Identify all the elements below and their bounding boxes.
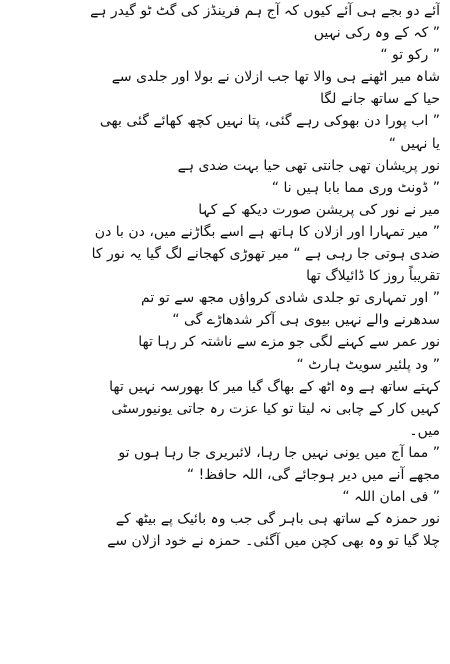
text-line: ” کہ کے وہ رکی نہیں — [313, 25, 440, 42]
text-line: چلا گیا تو وہ بھی کچن میں آگئی۔ حمزہ نے خود ازلان سے — [107, 533, 440, 550]
text-line: ” اور تمہاری تو جلدی شادی کرواؤں مجھ سے تو تم — [141, 290, 440, 307]
text-line: نور عمر سے کہنے لگی جو مزے سے ناشتہ کر رہا تھا — [138, 334, 440, 351]
text-line: تقریباً روز کا ڈائیلاگ تھا — [306, 268, 440, 285]
text-line: ” فی امان اللہ “ — [342, 489, 440, 506]
text-line: ” رکو تو “ — [380, 47, 440, 64]
text-line: ” ود پلئیر سویٹ ہارٹ “ — [296, 356, 440, 373]
text-line: مجھے آنے میں دیر ہوجائے گی، اللہ حافظ! “ — [186, 466, 440, 483]
text-line: ” اب پورا دن بھوکی رہے گئی، پتا نہیں کچھ کھائے گئی بھی — [99, 113, 440, 130]
text-line: یا نہیں “ — [388, 135, 440, 152]
text-line: ” مما آج میں یونی نہیں جا رہا، لائبریری جا رہا ہوں تو — [118, 444, 440, 461]
text-line: ” ڈونٹ وری مما بابا ہیں نا “ — [271, 179, 440, 196]
text-line: کہیں کار کے چابی نہ لیتا تو کیا عزت رہ جاتی یونیورسٹی — [111, 400, 440, 417]
text-line: ضدی ہوتی جا رہی ہے “ میر تھوڑی کھجانے لگ گیا یہ نور کا — [91, 246, 440, 263]
text-line: سدھرنے والے نہیں بیوی ہی آکر شدھاڑے گی “ — [172, 312, 440, 329]
text-line: کہتے ساتھ ہے وہ اٹھ کے بھاگ گیا میر کا بھورسہ نہیں تھا — [109, 378, 440, 395]
text-line: میر نے نور کی پریشن صورت دیکھ کے کہا — [198, 201, 440, 218]
text-line: حیا کے ساتھ جانے لگا — [320, 91, 440, 108]
text-line: نور پریشان تھی جانتی تھی حیا بہت ضدی ہے — [177, 157, 440, 174]
urdu-text-body — [8, 0, 440, 552]
text-line: نور حمزہ کے ساتھ ہی باہر گی جب وہ بائیک پے بیٹھ کے — [115, 511, 440, 528]
text-line: آئے دو بجے ہی آئے کیوں کہ آج ہم فرینڈز کی گٹ ٹو گیدر ہے — [90, 3, 440, 19]
text-line: میں۔ — [409, 422, 440, 439]
text-line: شاہ میر اٹھنے ہی والا تھا جب ازلان نے بولا اور جلدی سے — [111, 69, 440, 86]
text-line: ” میر تمہارا اور ازلان کا ہاتھ ہے اسے بگاڑنے میں، دن با دن — [94, 223, 440, 240]
